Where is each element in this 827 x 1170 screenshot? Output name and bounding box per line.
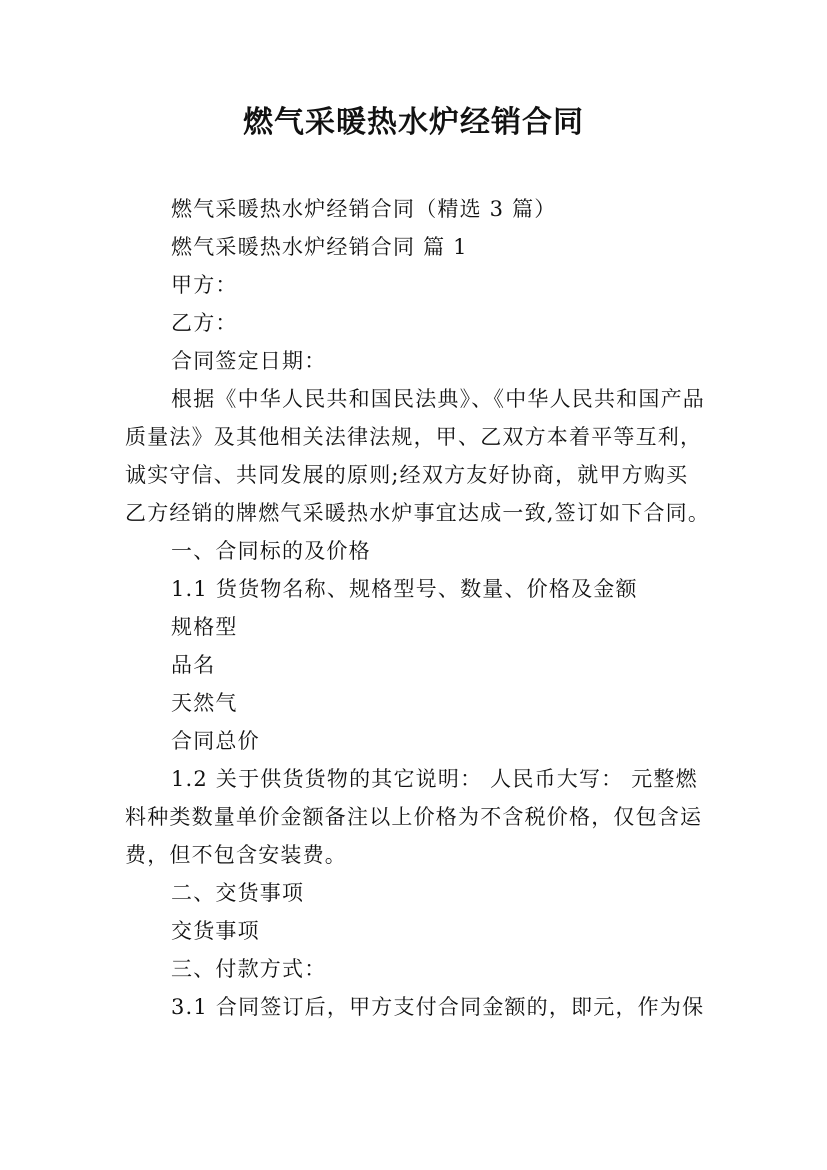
document-body	[125, 190, 711, 1026]
clause-1-1: 1.1 货货物名称、规格型号、数量、价格及金额	[171, 577, 638, 601]
clause-1-2-paragraph	[125, 760, 705, 874]
total-price-label: 合同总价	[171, 729, 260, 753]
paragraph-line: 1.2 关于供货货物的其它说明： 人民币大写： 元整燃	[171, 767, 698, 791]
paragraph-line: 费，但不包含安装费。	[125, 843, 347, 867]
paragraph-line: 诚实守信、共同发展的原则;经双方友好协商，就甲方购买	[125, 463, 689, 487]
document-title: 燃气采暖热水炉经销合同	[243, 105, 584, 140]
clause-heading-3: 三、付款方式：	[171, 957, 327, 981]
clause-heading-2: 二、交货事项	[171, 881, 305, 905]
paragraph-line: 料种类数量单价金额备注以上价格为不含税价格，仅包含运	[125, 805, 703, 829]
paragraph-line: 根据《中华人民共和国民法典》、《中华人民共和国产品	[171, 387, 705, 411]
paragraph-line: 乙方经销的牌燃气采暖热水炉事宜达成一致,签订如下合同。	[125, 501, 711, 525]
paragraph-line: 质量法》及其他相关法律法规，甲、乙双方本着平等互利，	[125, 425, 703, 449]
clause-heading-1: 一、合同标的及价格	[171, 539, 371, 563]
subtitle-line: 燃气采暖热水炉经销合同（精选 3 篇）	[171, 197, 557, 221]
signing-date-line: 合同签定日期：	[171, 349, 327, 373]
party-b-line: 乙方：	[171, 311, 238, 335]
intro-paragraph	[125, 380, 711, 532]
party-a-line: 甲方：	[171, 273, 238, 297]
fuel-type-label: 天然气	[171, 691, 238, 715]
section-heading: 燃气采暖热水炉经销合同 篇 1	[171, 235, 468, 259]
delivery-label: 交货事项	[171, 919, 260, 943]
spec-label: 规格型	[171, 615, 238, 639]
product-name-label: 品名	[171, 653, 216, 677]
clause-3-1: 3.1 合同签订后，甲方支付合同金额的，即元，作为保	[171, 995, 705, 1019]
